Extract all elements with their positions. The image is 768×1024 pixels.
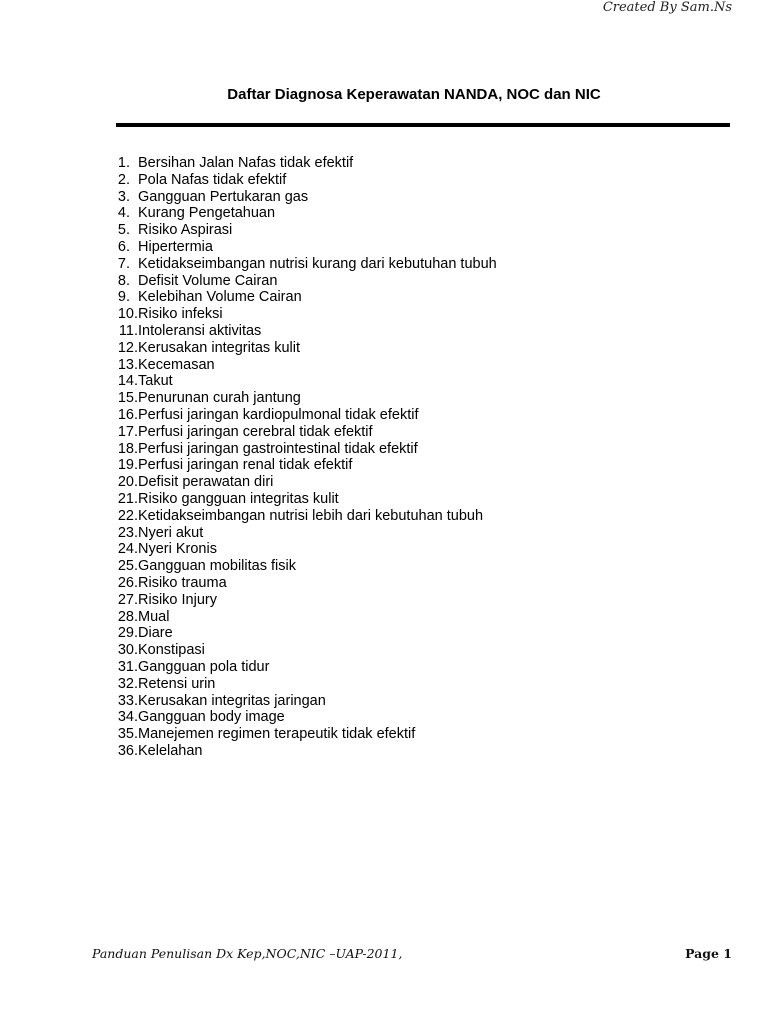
list-item-text: Nyeri akut <box>138 524 204 541</box>
list-item-number: 5. <box>117 222 130 239</box>
list-item <box>112 441 497 458</box>
list-item-number: 19. <box>117 457 138 474</box>
list-item-number: 33. <box>117 692 138 709</box>
list-item <box>112 541 497 558</box>
footer-text: Panduan Penulisan Dx Kep,NOC,NIC –UAP-2011, <box>92 946 403 961</box>
list-item-text: Mual <box>138 608 170 625</box>
list-item-number: 9. <box>117 289 130 306</box>
list-item-number: 20. <box>117 474 138 491</box>
list-item-text: Risiko Aspirasi <box>138 222 233 239</box>
page-number: Page 1 <box>685 946 732 961</box>
list-item-number: 28. <box>117 608 138 625</box>
list-item-text: Konstipasi <box>138 642 205 659</box>
list-item <box>112 256 497 273</box>
list-item <box>112 357 497 374</box>
list-item-text: Risiko gangguan integritas kulit <box>138 490 339 507</box>
list-item-text: Kerusakan integritas jaringan <box>138 692 326 709</box>
list-item <box>112 390 497 407</box>
list-item-text: Defisit perawatan diri <box>138 474 274 491</box>
list-item-number: 27. <box>117 591 138 608</box>
document-title: Daftar Diagnosa Keperawatan NANDA, NOC dan NIC <box>227 86 601 103</box>
list-item <box>112 491 497 508</box>
list-item-number: 24. <box>117 541 138 558</box>
list-item <box>112 693 497 710</box>
list-item-number: 21. <box>117 490 138 507</box>
list-item-text: Nyeri Kronis <box>138 541 217 558</box>
list-item-number: 32. <box>117 675 138 692</box>
list-item <box>112 525 497 542</box>
list-item-number: 34. <box>117 709 138 726</box>
list-item <box>112 306 497 323</box>
list-item-number: 30. <box>117 642 138 659</box>
list-item-number: 14. <box>117 373 138 390</box>
list-item-text: Takut <box>138 373 173 390</box>
list-item <box>112 659 497 676</box>
list-item <box>112 558 497 575</box>
title-divider <box>116 123 730 127</box>
list-item <box>112 407 497 424</box>
list-item <box>112 609 497 626</box>
list-item-number: 2. <box>117 171 130 188</box>
list-item-text: Perfusi jaringan kardiopulmonal tidak efektif <box>138 406 419 423</box>
list-item <box>112 625 497 642</box>
list-item-text: Risiko infeksi <box>138 306 223 323</box>
list-item <box>112 709 497 726</box>
list-item-text: Intoleransi aktivitas <box>138 322 262 339</box>
list-item <box>112 726 497 743</box>
list-item <box>112 273 497 290</box>
list-item <box>112 340 497 357</box>
list-item-text: Perfusi jaringan gastrointestinal tidak efektif <box>138 440 418 457</box>
list-item-text: Risiko trauma <box>138 574 227 591</box>
list-item-number: 13. <box>117 356 138 373</box>
list-item <box>112 743 497 760</box>
list-item <box>112 189 497 206</box>
list-item-number: 22. <box>117 507 138 524</box>
list-item <box>112 642 497 659</box>
list-item <box>112 575 497 592</box>
list-item-text: Gangguan body image <box>138 709 285 726</box>
list-item-text: Perfusi jaringan cerebral tidak efektif <box>138 423 373 440</box>
list-item-number: 12. <box>117 339 138 356</box>
list-item-number: 8. <box>117 272 130 289</box>
list-item-number: 1. <box>117 155 130 171</box>
list-item-number: 10. <box>117 306 138 323</box>
list-item-text: Hipertermia <box>138 238 213 255</box>
list-item-number: 3. <box>117 188 130 205</box>
list-item <box>112 373 497 390</box>
list-item-number: 31. <box>117 658 138 675</box>
header-credit: Created By Sam.Ns <box>602 0 732 15</box>
list-item-text: Kecemasan <box>138 356 215 373</box>
list-item-text: Retensi urin <box>138 675 216 692</box>
list-item-text: Perfusi jaringan renal tidak efektif <box>138 457 353 474</box>
list-item-number: 23. <box>117 524 138 541</box>
list-item-number: 29. <box>117 625 138 642</box>
list-item-number: 26. <box>117 574 138 591</box>
list-item-text: Pola Nafas tidak efektif <box>138 171 287 188</box>
list-item <box>112 155 497 172</box>
list-item-text: Diare <box>138 625 173 642</box>
list-item <box>112 424 497 441</box>
list-item-text: Defisit Volume Cairan <box>138 272 278 289</box>
list-item <box>112 457 497 474</box>
list-item <box>112 592 497 609</box>
list-item-number: 17. <box>117 423 138 440</box>
list-item <box>112 323 497 340</box>
diagnosis-list <box>112 155 497 760</box>
list-item-text: Manejemen regimen terapeutik tidak efektif <box>138 726 416 743</box>
list-item <box>112 205 497 222</box>
list-item-text: Gangguan mobilitas fisik <box>138 558 296 575</box>
list-item <box>112 239 497 256</box>
list-item-number: 16. <box>117 406 138 423</box>
list-item-text: Bersihan Jalan Nafas tidak efektif <box>138 155 354 171</box>
list-item <box>112 508 497 525</box>
list-item-number: 11. <box>118 322 138 339</box>
list-item-text: Gangguan pola tidur <box>138 658 270 675</box>
list-item <box>112 222 497 239</box>
list-item-number: 18. <box>117 440 138 457</box>
list-item-number: 15. <box>117 390 138 407</box>
list-item-number: 35. <box>117 726 138 743</box>
list-item-number: 7. <box>117 255 130 272</box>
list-item <box>112 676 497 693</box>
list-item-text: Gangguan Pertukaran gas <box>138 188 309 205</box>
list-item-text: Kurang Pengetahuan <box>138 205 276 222</box>
list-item-text: Penurunan curah jantung <box>138 390 301 407</box>
list-item-text: Kerusakan integritas kulit <box>138 339 300 356</box>
list-item <box>112 474 497 491</box>
list-item-number: 4. <box>117 205 130 222</box>
list-item <box>112 172 497 189</box>
list-item <box>112 289 497 306</box>
list-item-text: Kelebihan Volume Cairan <box>138 289 302 306</box>
list-item-text: Ketidakseimbangan nutrisi kurang dari kebutuhan tubuh <box>138 255 497 272</box>
list-item-number: 6. <box>117 238 130 255</box>
list-item-number: 25. <box>117 558 138 575</box>
list-item-text: Kelelahan <box>138 742 203 759</box>
list-item-text: Risiko Injury <box>138 591 217 608</box>
list-item-number: 36. <box>117 742 138 759</box>
list-item-text: Ketidakseimbangan nutrisi lebih dari kebutuhan tubuh <box>138 507 484 524</box>
